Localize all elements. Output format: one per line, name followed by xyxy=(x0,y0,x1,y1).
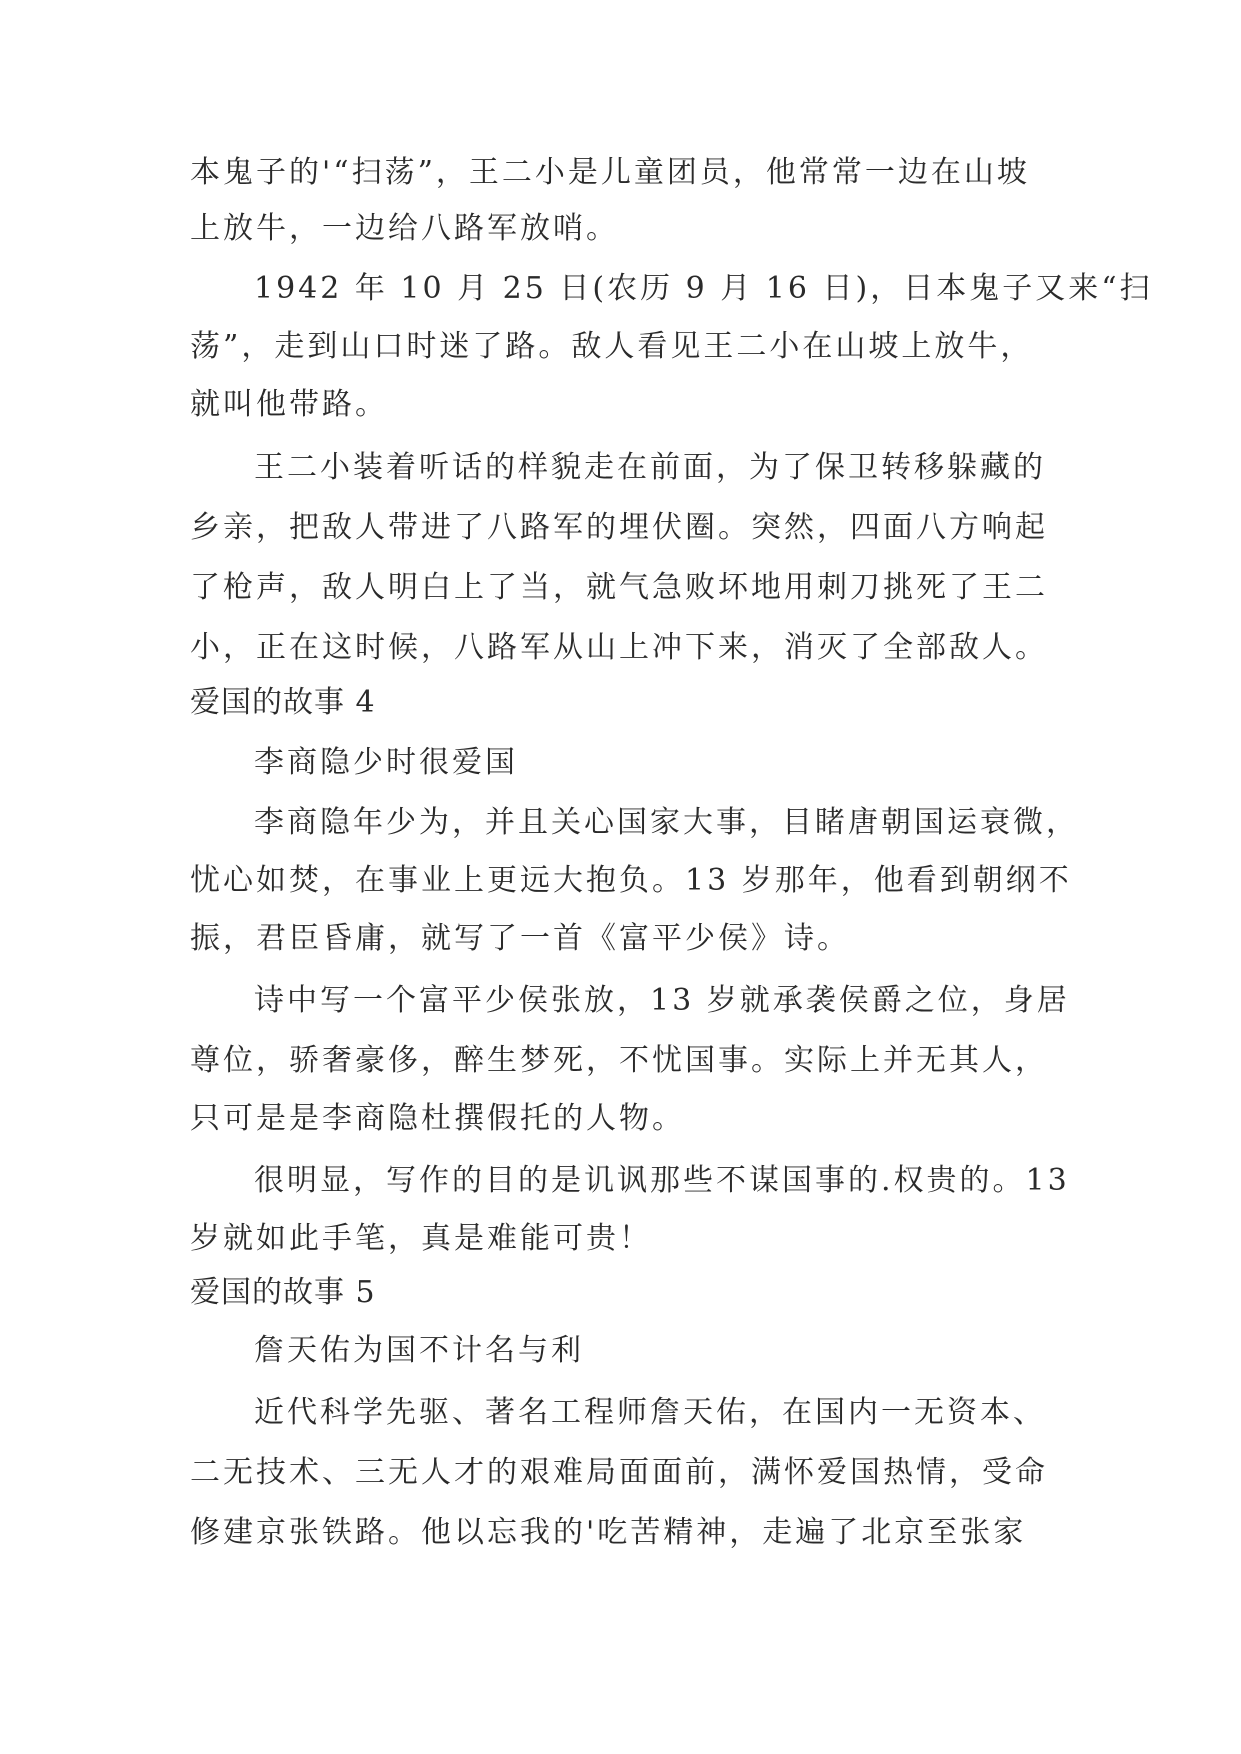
text-line: 就叫他带路。 xyxy=(190,387,388,422)
text-line: 岁就如此手笔，真是难能可贵！ xyxy=(190,1221,652,1256)
text-line: 小，正在这时候，八路军从山上冲下来，消灭了全部敌人。 xyxy=(190,630,1048,665)
text-line: 上放牛，一边给八路军放哨。 xyxy=(190,211,619,246)
text-line: 只可是是李商隐杜撰假托的人物。 xyxy=(190,1101,685,1136)
section-heading: 爱国的故事 5 xyxy=(190,1275,376,1310)
text-line: 本鬼子的'“扫荡”，王二小是儿童团员，他常常一边在山坡 xyxy=(190,155,1030,190)
text-line: 乡亲，把敌人带进了八路军的埋伏圈。突然，四面八方响起 xyxy=(190,510,1048,545)
text-line: 王二小装着听话的样貌走在前面，为了保卫转移躲藏的 xyxy=(254,450,1046,485)
story-title: 李商隐少时很爱国 xyxy=(254,745,518,780)
text-line: 振，君臣昏庸，就写了一首《富平少侯》诗。 xyxy=(190,921,850,956)
story-title: 詹天佑为国不计名与利 xyxy=(254,1333,584,1368)
text-line: 近代科学先驱、著名工程师詹天佑，在国内一无资本、 xyxy=(254,1395,1046,1430)
text-line: 修建京张铁路。他以忘我的'吃苦精神，走遍了北京至张家 xyxy=(190,1515,1027,1550)
text-line: 1942 年 10 月 25 日(农历 9 月 16 日)，日本鬼子又来“扫 xyxy=(254,271,1153,306)
section-heading: 爱国的故事 4 xyxy=(190,685,376,720)
text-line: 忧心如焚，在事业上更远大抱负。13 岁那年，他看到朝纲不 xyxy=(190,863,1072,898)
text-line: 荡”，走到山口时迷了路。敌人看见王二小在山坡上放牛， xyxy=(190,329,1034,364)
text-line: 尊位，骄奢豪侈，醉生梦死，不忧国事。实际上并无其人， xyxy=(190,1043,1048,1078)
text-line: 二无技术、三无人才的艰难局面面前，满怀爱国热情，受命 xyxy=(190,1455,1048,1490)
text-line: 很明显，写作的目的是讥讽那些不谋国事的.权贵的。13 xyxy=(254,1163,1070,1198)
text-line: 诗中写一个富平少侯张放，13 岁就承袭侯爵之位，身居 xyxy=(254,983,1070,1018)
text-line: 了枪声，敌人明白上了当，就气急败坏地用刺刀挑死了王二 xyxy=(190,570,1048,605)
text-line: 李商隐年少为，并且关心国家大事，目睹唐朝国运衰微， xyxy=(254,805,1079,840)
